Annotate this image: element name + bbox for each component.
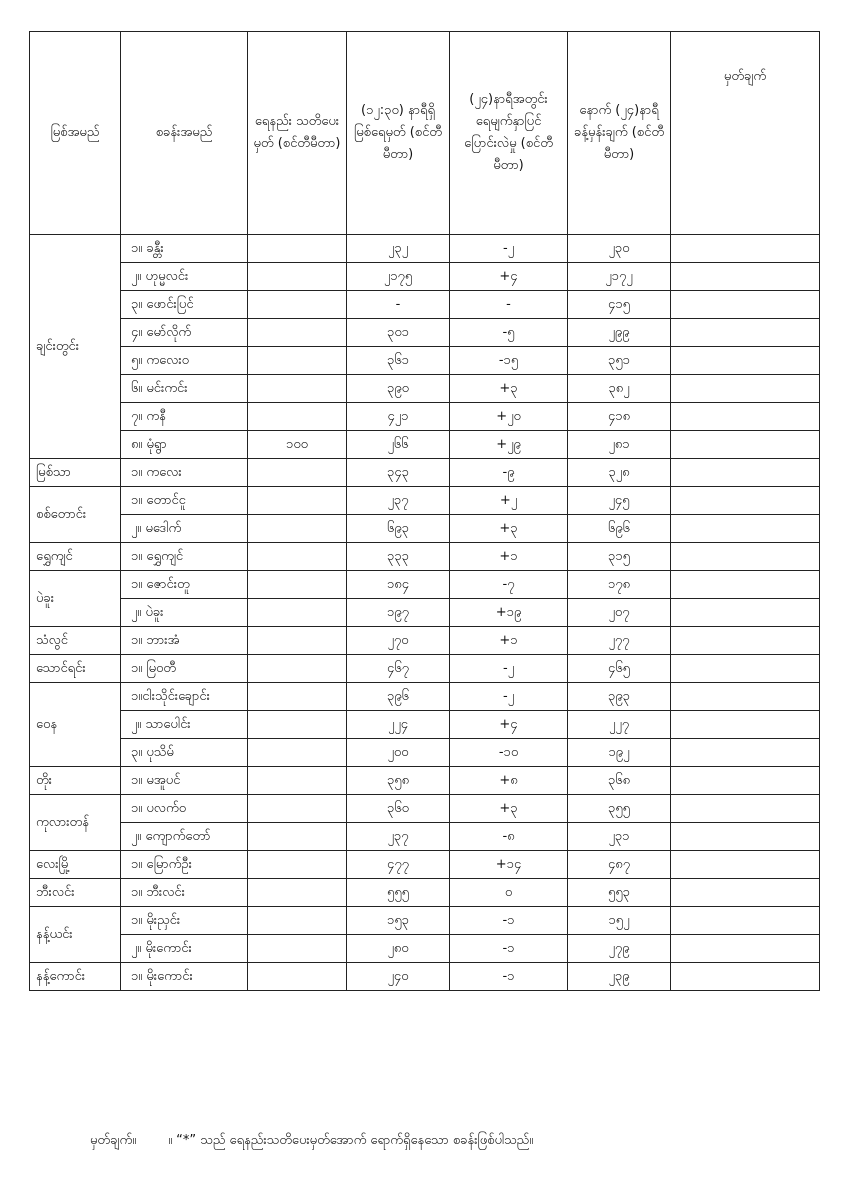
station-name: ၈။ မုံရွာ — [121, 431, 248, 459]
change-cell: -၇ — [450, 571, 568, 599]
remark-cell — [671, 851, 820, 879]
low-warning-cell — [248, 655, 347, 683]
river-name: တိုး — [30, 767, 121, 795]
remark-cell — [671, 487, 820, 515]
station-name: ၂။ သာပေါင်း — [121, 711, 248, 739]
low-warning-cell — [248, 571, 347, 599]
low-warning-cell — [248, 823, 347, 851]
remark-cell — [671, 739, 820, 767]
station-name: ၁။ ကလေး — [121, 459, 248, 487]
forecast-cell: ၁၇၈ — [568, 571, 671, 599]
water-level-cell: ၂၄၀ — [347, 963, 450, 991]
table-row — [30, 879, 820, 907]
water-level-cell: ၃၉၆ — [347, 683, 450, 711]
change-cell: +၂၀ — [450, 403, 568, 431]
forecast-cell: ၁၉၂ — [568, 739, 671, 767]
change-cell: +၈ — [450, 767, 568, 795]
header-station: စခန်းအမည် — [121, 32, 248, 235]
river-level-table — [29, 31, 820, 991]
header-water-level: (၁၂:၃၀) နာရီရှိ မြစ်ရေမှတ် (စင်တီမီတာ) — [347, 32, 450, 235]
footnote-label: မှတ်ချက်။ — [90, 1133, 137, 1148]
river-name: သံလွင် — [30, 627, 121, 655]
station-name: ၁။ ဘားအံ — [121, 627, 248, 655]
water-level-cell: ၂၃၇ — [347, 823, 450, 851]
forecast-cell: ၆၉၆ — [568, 515, 671, 543]
table-row — [30, 767, 820, 795]
forecast-cell: ၁၅၂ — [568, 907, 671, 935]
forecast-cell: ၂၇၇ — [568, 627, 671, 655]
station-name: ၁။ ဇောင်းတူ — [121, 571, 248, 599]
water-level-cell: ၂၈၀ — [347, 935, 450, 963]
river-name: နန့်ကောင်း — [30, 963, 121, 991]
low-warning-cell — [248, 851, 347, 879]
station-name: ၂။ ဟုမ္မလင်း — [121, 263, 248, 291]
change-cell: - — [450, 291, 568, 319]
remark-cell — [671, 879, 820, 907]
forecast-cell: ၃၈၂ — [568, 375, 671, 403]
change-cell: +၁၄ — [450, 851, 568, 879]
forecast-cell: ၃၂၈ — [568, 459, 671, 487]
header-river: မြစ်အမည် — [30, 32, 121, 235]
forecast-cell: ၄၈၇ — [568, 851, 671, 879]
station-name: ၁။ငါးသိုင်းချောင်း — [121, 683, 248, 711]
low-warning-cell — [248, 599, 347, 627]
table-row — [30, 823, 820, 851]
header-row — [30, 32, 820, 235]
water-level-cell: ၃၆၀ — [347, 795, 450, 823]
change-cell: ၀ — [450, 879, 568, 907]
table-body — [30, 235, 820, 991]
low-warning-cell: ၁၀၀ — [248, 431, 347, 459]
station-name: ၁။ မြောက်ဦး — [121, 851, 248, 879]
table-row — [30, 431, 820, 459]
change-cell: +၂ — [450, 487, 568, 515]
table-row — [30, 963, 820, 991]
forecast-cell: ၃၆၈ — [568, 767, 671, 795]
station-name: ၁။ ရွှေကျင် — [121, 543, 248, 571]
low-warning-cell — [248, 347, 347, 375]
water-level-cell: ၆၉၃ — [347, 515, 450, 543]
remark-cell — [671, 683, 820, 711]
change-cell: -၅ — [450, 319, 568, 347]
forecast-cell: ၄၁၈ — [568, 403, 671, 431]
header-24h-change: (၂၄)နာရီအတွင်း ရေမျက်နှာပြင် ပြောင်းလဲမှု (စင်တီမီတာ) — [450, 32, 568, 235]
change-cell: -၂ — [450, 235, 568, 263]
forecast-cell: ၂၃၀ — [568, 235, 671, 263]
table-row — [30, 263, 820, 291]
change-cell: -၂ — [450, 683, 568, 711]
low-warning-cell — [248, 627, 347, 655]
low-warning-cell — [248, 319, 347, 347]
station-name: ၁။ မိုးညှင်း — [121, 907, 248, 935]
low-warning-cell — [248, 963, 347, 991]
water-level-cell: ၁၈၄ — [347, 571, 450, 599]
change-cell: -၉ — [450, 459, 568, 487]
forecast-cell: ၂၀၇ — [568, 599, 671, 627]
station-name: ၁။ ပလက်ဝ — [121, 795, 248, 823]
change-cell: +၁ — [450, 627, 568, 655]
station-name: ၁။ မြဝတီ — [121, 655, 248, 683]
low-warning-cell — [248, 795, 347, 823]
water-level-cell: ၃၆၁ — [347, 347, 450, 375]
river-name: ချင်းတွင်း — [30, 235, 121, 459]
table-row — [30, 235, 820, 263]
change-cell: +၃ — [450, 375, 568, 403]
remark-cell — [671, 767, 820, 795]
remark-cell — [671, 711, 820, 739]
river-level-report — [29, 31, 819, 991]
remark-cell — [671, 627, 820, 655]
table-row — [30, 935, 820, 963]
station-name: ၃။ ဖောင်းပြင် — [121, 291, 248, 319]
remark-cell — [671, 263, 820, 291]
low-warning-cell — [248, 291, 347, 319]
station-name: ၂။ မဒေါက် — [121, 515, 248, 543]
change-cell: +၁ — [450, 543, 568, 571]
remark-cell — [671, 655, 820, 683]
station-name: ၂။ ကျောက်တော် — [121, 823, 248, 851]
change-cell: -၁ — [450, 963, 568, 991]
table-row — [30, 907, 820, 935]
change-cell: -၂ — [450, 655, 568, 683]
forecast-cell: ၂၇၉ — [568, 935, 671, 963]
remark-cell — [671, 907, 820, 935]
change-cell: +၄ — [450, 263, 568, 291]
remark-cell — [671, 375, 820, 403]
low-warning-cell — [248, 487, 347, 515]
footnote-text: ။ “*” သည် ရေနည်းသတိပေးမှတ်အောက် ရောက်ရှိနေသော စခန်းဖြစ်ပါသည်။ — [168, 1133, 534, 1148]
river-name: ကုလားတန် — [30, 795, 121, 851]
water-level-cell: ၄၂၁ — [347, 403, 450, 431]
river-name: လေးမြို့ — [30, 851, 121, 879]
station-name: ၇။ ကနီ — [121, 403, 248, 431]
remark-cell — [671, 515, 820, 543]
table-row — [30, 655, 820, 683]
river-name: ဝေန — [30, 683, 121, 767]
station-name: ၃။ ပုသိမ် — [121, 739, 248, 767]
water-level-cell: ၂၆၆ — [347, 431, 450, 459]
change-cell: -၁ — [450, 907, 568, 935]
remark-cell — [671, 571, 820, 599]
remark-cell — [671, 235, 820, 263]
water-level-cell: - — [347, 291, 450, 319]
water-level-cell: ၁၉၇ — [347, 599, 450, 627]
remark-cell — [671, 823, 820, 851]
table-row — [30, 739, 820, 767]
station-name: ၁။ ခန္တီး — [121, 235, 248, 263]
header-low-warning: ရေနည်း သတိပေးမှတ် (စင်တီမီတာ) — [248, 32, 347, 235]
water-level-cell: ၃၀၁ — [347, 319, 450, 347]
remark-cell — [671, 347, 820, 375]
forecast-cell: ၃၅၁ — [568, 347, 671, 375]
table-row — [30, 571, 820, 599]
low-warning-cell — [248, 235, 347, 263]
water-level-cell: ၃၃၃ — [347, 543, 450, 571]
remark-cell — [671, 795, 820, 823]
table-row — [30, 459, 820, 487]
water-level-cell: ၂၀၀ — [347, 739, 450, 767]
water-level-cell: ၃၅၈ — [347, 767, 450, 795]
forecast-cell: ၄၁၅ — [568, 291, 671, 319]
water-level-cell: ၂၇၀ — [347, 627, 450, 655]
river-name: စစ်တောင်း — [30, 487, 121, 543]
table-row — [30, 711, 820, 739]
river-name: ပဲခူး — [30, 571, 121, 627]
table-row — [30, 515, 820, 543]
table-row — [30, 375, 820, 403]
station-name: ၆။ မင်းကင်း — [121, 375, 248, 403]
table-row — [30, 543, 820, 571]
low-warning-cell — [248, 403, 347, 431]
change-cell: +၃ — [450, 795, 568, 823]
table-row — [30, 347, 820, 375]
footnote — [90, 1132, 533, 1151]
water-level-cell: ၅၅၅ — [347, 879, 450, 907]
table-row — [30, 403, 820, 431]
remark-cell — [671, 963, 820, 991]
low-warning-cell — [248, 263, 347, 291]
forecast-cell: ၃၉၃ — [568, 683, 671, 711]
header-forecast: နောက် (၂၄)နာရီ ခန့်မှန်းချက် (စင်တီမီတာ) — [568, 32, 671, 235]
river-name: သောင်ရင်း — [30, 655, 121, 683]
remark-cell — [671, 403, 820, 431]
river-name: ရွှေကျင် — [30, 543, 121, 571]
table-row — [30, 319, 820, 347]
station-name: ၅။ ကလေးဝ — [121, 347, 248, 375]
station-name: ၂။ မိုးကောင်း — [121, 935, 248, 963]
table-row — [30, 851, 820, 879]
forecast-cell: ၃၅၅ — [568, 795, 671, 823]
low-warning-cell — [248, 935, 347, 963]
low-warning-cell — [248, 543, 347, 571]
river-name: ဘီးလင်း — [30, 879, 121, 907]
station-name: ၁။ မအူပင် — [121, 767, 248, 795]
station-name: ၄။ မော်လိုက် — [121, 319, 248, 347]
forecast-cell: ၂၂၇ — [568, 711, 671, 739]
water-level-cell: ၂၂၄ — [347, 711, 450, 739]
change-cell: +၂၉ — [450, 431, 568, 459]
low-warning-cell — [248, 375, 347, 403]
table-row — [30, 627, 820, 655]
water-level-cell: ၂၁၇၅ — [347, 263, 450, 291]
forecast-cell: ၃၁၅ — [568, 543, 671, 571]
table-row — [30, 487, 820, 515]
water-level-cell: ၁၅၃ — [347, 907, 450, 935]
remark-cell — [671, 319, 820, 347]
low-warning-cell — [248, 767, 347, 795]
table-row — [30, 291, 820, 319]
forecast-cell: ၂၃၁ — [568, 823, 671, 851]
forecast-cell: ၅၅၃ — [568, 879, 671, 907]
remark-cell — [671, 431, 820, 459]
low-warning-cell — [248, 459, 347, 487]
station-name: ၁။ ဘီးလင်း — [121, 879, 248, 907]
low-warning-cell — [248, 739, 347, 767]
change-cell: +၃ — [450, 515, 568, 543]
forecast-cell: ၂၈၁ — [568, 431, 671, 459]
change-cell: -၈ — [450, 823, 568, 851]
low-warning-cell — [248, 879, 347, 907]
water-level-cell: ၄၆၇ — [347, 655, 450, 683]
forecast-cell: ၂၁၇၂ — [568, 263, 671, 291]
river-name: နန့်ယင်း — [30, 907, 121, 963]
station-name: ၂။ ပဲခူး — [121, 599, 248, 627]
table-row — [30, 795, 820, 823]
station-name: ၁။ တောင်ငူ — [121, 487, 248, 515]
low-warning-cell — [248, 907, 347, 935]
change-cell: +၄ — [450, 711, 568, 739]
station-name: ၁။ မိုးကောင်း — [121, 963, 248, 991]
river-name: မြစ်သာ — [30, 459, 121, 487]
water-level-cell: ၂၃၇ — [347, 487, 450, 515]
forecast-cell: ၂၄၅ — [568, 487, 671, 515]
table-row — [30, 683, 820, 711]
forecast-cell: ၂၉၉ — [568, 319, 671, 347]
forecast-cell: ၄၆၅ — [568, 655, 671, 683]
remark-cell — [671, 543, 820, 571]
remark-cell — [671, 291, 820, 319]
low-warning-cell — [248, 711, 347, 739]
change-cell: -၁၅ — [450, 347, 568, 375]
water-level-cell: ၃၉၀ — [347, 375, 450, 403]
water-level-cell: ၃၄၃ — [347, 459, 450, 487]
low-warning-cell — [248, 515, 347, 543]
remark-cell — [671, 935, 820, 963]
remark-cell — [671, 459, 820, 487]
table-row — [30, 599, 820, 627]
header-remarks: မှတ်ချက် — [671, 32, 820, 235]
water-level-cell: ၄၇၇ — [347, 851, 450, 879]
change-cell: -၁၀ — [450, 739, 568, 767]
forecast-cell: ၂၃၉ — [568, 963, 671, 991]
change-cell: -၁ — [450, 935, 568, 963]
remark-cell — [671, 599, 820, 627]
water-level-cell: ၂၃၂ — [347, 235, 450, 263]
change-cell: +၁၉ — [450, 599, 568, 627]
low-warning-cell — [248, 683, 347, 711]
